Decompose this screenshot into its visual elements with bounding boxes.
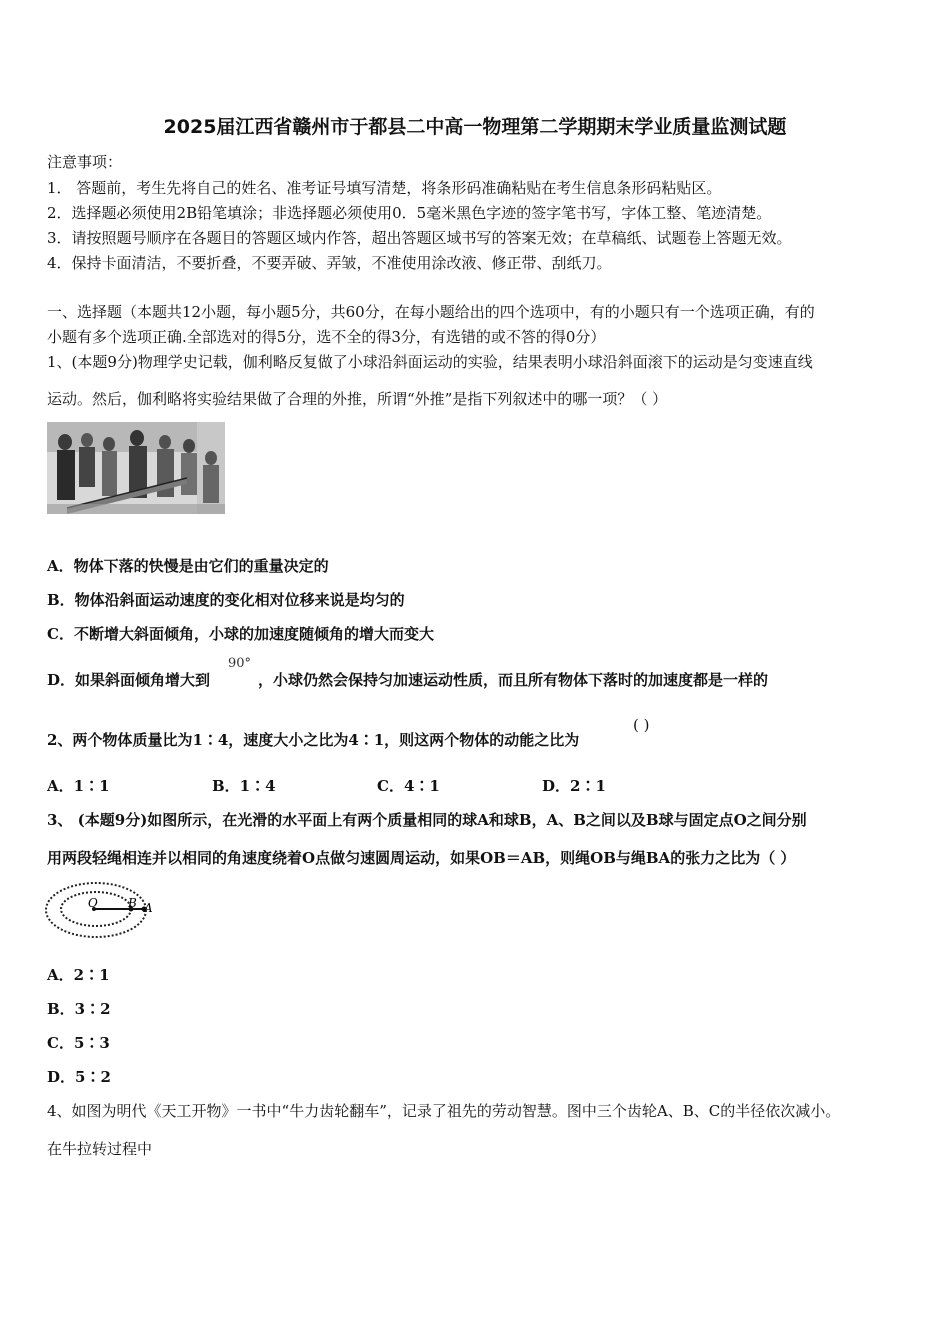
notice-item: 3．请按照题号顺序在各题目的答题区域内作答，超出答题区域书写的答案无效；在草稿纸、试题卷上答题无效。 <box>47 229 792 247</box>
q1-option-d-start: D．如果斜面倾角增大到 <box>47 671 211 689</box>
q4-stem-line: 4、如图为明代《天工开物》一书中“牛力齿轮翻车”，记录了祖先的劳动智慧。图中三个齿轮A、B、C的半径依次减小。 <box>47 1102 841 1120</box>
q2-option-d: D．2∶1 <box>542 777 606 795</box>
q1-option-c: C．不断增大斜面倾角，小球的加速度随倾角的增大而变大 <box>47 625 434 643</box>
q1-option-d-angle: 90° <box>228 656 252 671</box>
q2-answer-paren: ( ) <box>633 716 650 734</box>
q3-option-a: A．2∶1 <box>47 966 110 984</box>
q3-figure-label-o: O <box>88 896 98 910</box>
q3-option-d: D．5∶2 <box>47 1068 111 1086</box>
q3-stem-line: 3、 (本题9分)如图所示，在光滑的水平面上有两个质量相同的球A和球B，A、B之间以及B球与固定点O之间分别 <box>47 811 807 829</box>
notice-heading: 注意事项： <box>47 153 123 171</box>
q1-option-a: A．物体下落的快慢是由它们的重量决定的 <box>47 557 329 575</box>
q2-stem: 2、两个物体质量比为1∶4，速度大小之比为4∶1，则这两个物体的动能之比为 <box>47 731 580 749</box>
q2-option-c: C．4∶1 <box>377 777 440 795</box>
q1-stem-line: 运动。然后，伽利略将实验结果做了合理的外推，所谓“外推”是指下列叙述中的哪一项？（ ） <box>47 390 668 408</box>
q1-stem-line: 1、(本题9分)物理学史记载，伽利略反复做了小球沿斜面运动的实验，结果表明小球沿斜面滚下的运动是匀变速直线 <box>47 353 813 371</box>
q3-stem-line: 用两段轻绳相连并以相同的角速度绕着O点做匀速圆周运动，如果OB＝AB，则绳OB与绳BA的张力之比为（ ） <box>47 849 796 867</box>
page-title: 2025届江西省赣州市于都县二中高一物理第二学期期末学业质量监测试题 <box>163 116 787 138</box>
q3-figure-label-a: A <box>144 901 153 915</box>
q4-stem-line: 在牛拉转过程中 <box>47 1140 153 1158</box>
q3-figure-label-b: B <box>128 896 137 910</box>
q2-option-b: B．1∶4 <box>212 777 276 795</box>
q3-option-b: B．3∶2 <box>47 1000 111 1018</box>
notice-item: 1． 答题前，考生先将自己的姓名、准考证号填写清楚，将条形码准确粘贴在考生信息条形码粘贴区。 <box>47 179 722 197</box>
section-heading-line: 一、选择题（本题共12小题，每小题5分，共60分，在每小题给出的四个选项中，有的小题只有一个选项正确，有的 <box>47 303 815 321</box>
q1-option-b: B．物体沿斜面运动速度的变化相对位移来说是均匀的 <box>47 591 405 609</box>
q3-circular-motion-diagram <box>44 880 159 940</box>
q1-painting-image <box>47 422 225 514</box>
notice-item: 2．选择题必须使用2B铅笔填涂；非选择题必须使用0．5毫米黑色字迹的签字笔书写，字体工整、笔迹清楚。 <box>47 204 772 222</box>
notice-item: 4．保持卡面清洁，不要折叠，不要弄破、弄皱，不准使用涂改液、修正带、刮纸刀。 <box>47 254 612 272</box>
section-heading-line: 小题有多个选项正确.全部选对的得5分，选不全的得3分，有选错的或不答的得0分） <box>47 328 606 346</box>
q2-option-a: A．1∶1 <box>47 777 110 795</box>
q1-option-d-end: ，小球仍然会保持匀加速运动性质，而且所有物体下落时的加速度都是一样的 <box>258 671 769 689</box>
q3-option-c: C．5∶3 <box>47 1034 110 1052</box>
